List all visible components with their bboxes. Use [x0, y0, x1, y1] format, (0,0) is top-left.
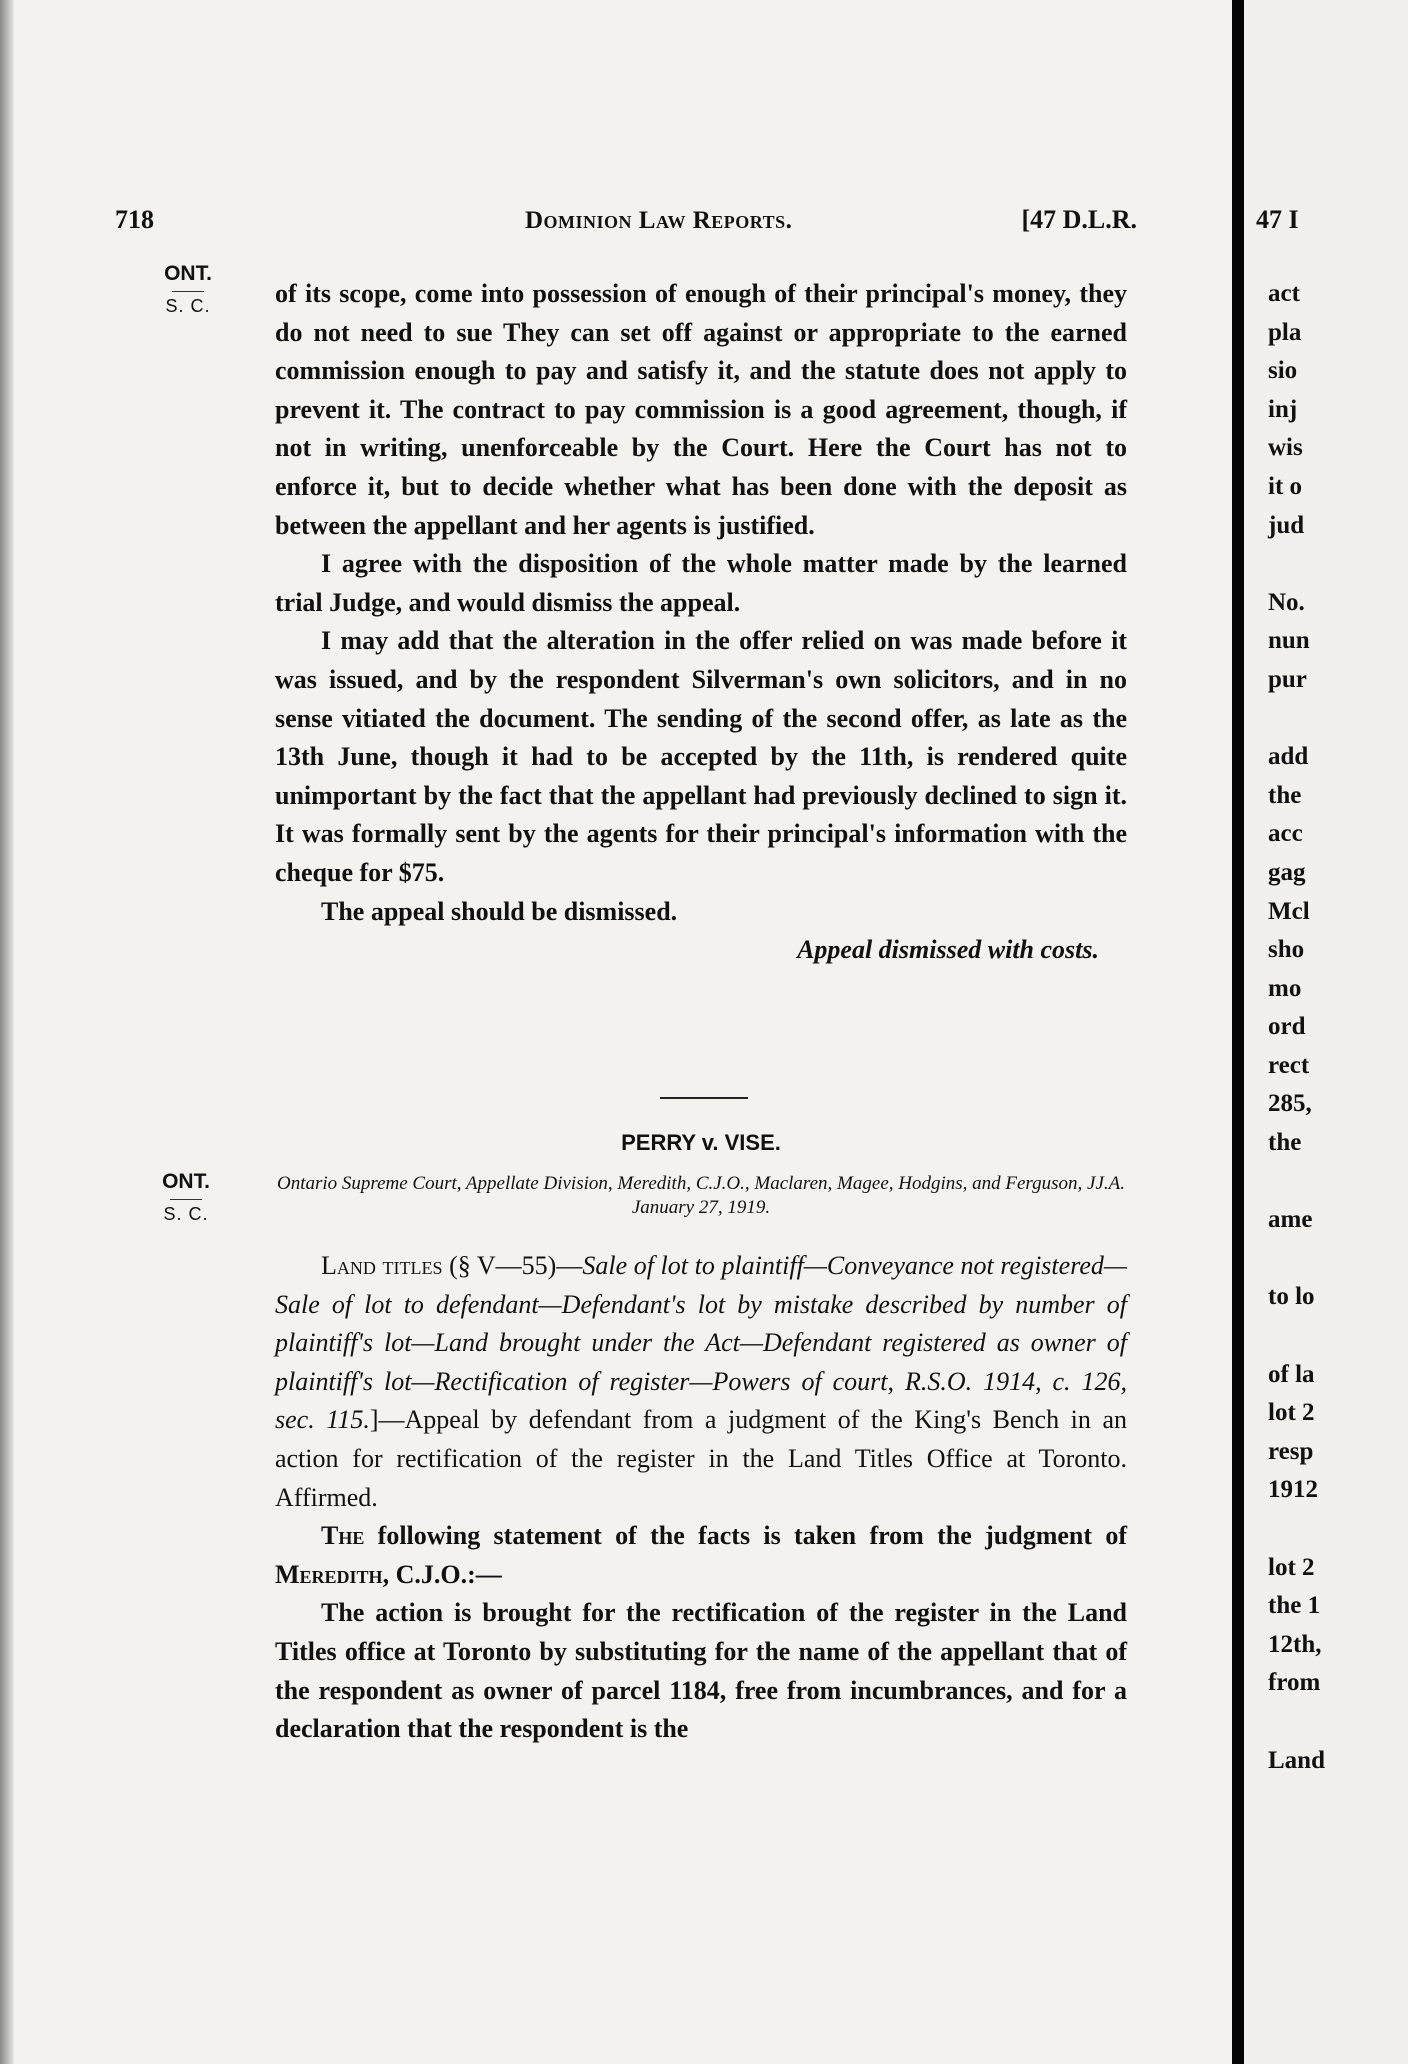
- right-page-line: [1268, 1510, 1325, 1549]
- right-page-line: act: [1268, 280, 1300, 307]
- right-page-line: wis: [1268, 434, 1303, 462]
- page-number: 718: [115, 205, 154, 234]
- running-title: Dominion Law Reports.: [525, 207, 793, 234]
- right-page-line: resp: [1268, 1437, 1314, 1465]
- right-page-line: of la: [1268, 1360, 1315, 1388]
- page-gutter: [1232, 0, 1244, 2064]
- right-page-line: ame: [1268, 1206, 1313, 1234]
- disposition: Appeal dismissed with costs.: [797, 935, 1099, 965]
- court-line: Ontario Supreme Court, Appellate Division, Meredith, C.J.O., Maclaren, Magee, Hodgins, and Ferguson, JJ.A. January 27, 1919.: [276, 1173, 1125, 1218]
- right-page-line: from: [1268, 1669, 1321, 1697]
- running-head: [115, 205, 1137, 245]
- opinion-text: [275, 275, 1127, 970]
- right-page-line: nun: [1268, 627, 1310, 655]
- right-page-line: jud: [1268, 511, 1305, 539]
- right-page-line: lot 2: [1268, 1399, 1315, 1427]
- right-page-line: ord: [1268, 1013, 1306, 1041]
- right-page-line: 285,: [1268, 1090, 1312, 1118]
- right-page-line: gag: [1268, 858, 1306, 886]
- right-page-line: it o: [1268, 472, 1303, 500]
- right-page-line: sio: [1268, 357, 1298, 385]
- page-edge-shadow: [0, 0, 14, 2064]
- case-title: PERRY v. VISE.: [621, 1130, 781, 1155]
- right-page-line: the: [1268, 1129, 1302, 1157]
- volume-reference: [47 D.L.R.: [1021, 205, 1137, 234]
- headnote-rest: ]—Appeal by defendant from a judgment of the King's Bench in an action for rectification of the register in the Land Titles Office at Toronto. Affirmed.: [275, 1405, 1127, 1512]
- margin-rule: [172, 291, 204, 292]
- right-page-line: 12th,: [1268, 1630, 1322, 1658]
- margin-court-label: ONT.: [162, 1170, 210, 1193]
- margin-rule: [170, 1199, 202, 1200]
- right-page-line: acc: [1268, 820, 1303, 848]
- right-page-line: lot 2: [1268, 1553, 1315, 1581]
- margin-division-label: S. C.: [163, 1204, 209, 1224]
- right-page-line: pur: [1268, 665, 1307, 693]
- right-page-line: sho: [1268, 936, 1305, 964]
- right-page-fragment: [1244, 0, 1408, 2064]
- paragraph: The action is brought for the rectification of the register in the Land Titles office at Toronto by substituting for the name of the appellant that of the respondent as owner of parcel 1184, free from incumbrances, and for a declaration that the respondent is the: [275, 1598, 1127, 1744]
- right-page-number: 47 I: [1256, 205, 1299, 234]
- section-divider: [660, 1097, 748, 1099]
- paragraph: of its scope, come into possession of enough of their principal's money, they do not need to sue They can set off against or appropriate to the earned commission enough to pay and satisfy it, and the statute does not apply to prevent it. The contract to pay commission is a good agreement, though, if not in writing, unenforceable by the Court. Here the Court has not to enforce it, but to decide whether what has been done with the deposit as between the appellant and her agents is justified.: [275, 279, 1127, 540]
- statement-mid: following statement of the facts is taken from the judgment of: [364, 1521, 1127, 1551]
- right-page-lines: [1268, 275, 1325, 1780]
- right-page-line: [1268, 545, 1325, 584]
- paragraph: I agree with the disposition of the whole matter made by the learned trial Judge, and would dismiss the appeal.: [275, 549, 1127, 617]
- right-page-line: [1268, 1317, 1325, 1356]
- paragraph: The appeal should be dismissed.: [321, 896, 678, 926]
- statement-lead: The: [321, 1521, 365, 1551]
- right-page-line: [1268, 700, 1325, 739]
- headnote-italic: Sale of lot to plaintiff—Conveyance not registered—Sale of lot to defendant—Defendant's lot by mistake described by number of plaintiff's lot—Land brought under the Act—Defendant registered as owner of plaintiff's lot—Rectification of register—Powers of court, R.S.O. 1914, c. 126, sec. 115.: [275, 1251, 1128, 1435]
- statement-judge: Meredith: [275, 1559, 383, 1589]
- right-page-line: [1268, 1703, 1325, 1742]
- right-page-line: [1268, 1240, 1325, 1279]
- right-page-line: Land: [1268, 1746, 1325, 1774]
- right-page-line: to lo: [1268, 1283, 1315, 1311]
- margin-division-label: S. C.: [165, 296, 211, 316]
- right-page-line: pla: [1268, 318, 1302, 346]
- statement-end: , C.J.O.:—: [382, 1559, 502, 1589]
- margin-court-label: ONT.: [164, 262, 212, 285]
- right-page-line: rect: [1268, 1051, 1310, 1079]
- right-page-line: mo: [1268, 974, 1302, 1002]
- margin-note-court: [158, 262, 218, 317]
- right-page-line: No.: [1268, 588, 1305, 616]
- headnote: [275, 1247, 1127, 1749]
- margin-note-court: [156, 1170, 216, 1225]
- headnote-lead: Land titles: [321, 1251, 443, 1280]
- right-page-line: 1912: [1268, 1476, 1318, 1504]
- right-page-line: the: [1268, 781, 1302, 809]
- right-page-line: [1268, 1163, 1325, 1202]
- right-page-line: the 1: [1268, 1592, 1321, 1620]
- right-page-line: inj: [1268, 395, 1298, 423]
- right-page-line: add: [1268, 743, 1309, 771]
- headnote-section: (§ V—55)—: [442, 1251, 583, 1280]
- right-page-line: Mcl: [1268, 897, 1310, 925]
- paragraph: I may add that the alteration in the offer relied on was made before it was issued, and by the respondent Silverman's own solicitors, and in no sense vitiated the document. The sending of the second offer, as late as the 13th June, though it had to be accepted by the 11th, is rendered quite unimportant by the fact that the appellant had previously declined to sign it. It was formally sent by the agents for their principal's information with the cheque for $75.: [275, 626, 1127, 887]
